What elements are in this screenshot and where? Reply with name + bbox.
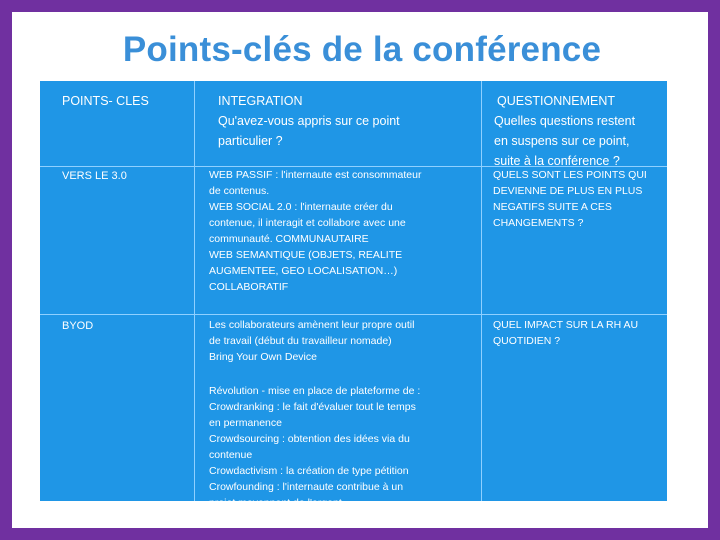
header-questionnement-line: en suspens sur ce point, — [494, 134, 630, 148]
integration-line: WEB PASSIF : l'internaute est consommateur — [209, 169, 422, 181]
integration-line: COLLABORATIF — [209, 281, 289, 293]
question-line: QUELS SONT LES POINTS QUI — [493, 169, 647, 181]
header-integration — [218, 91, 400, 151]
question-line: QUEL IMPACT SUR LA RH AU — [493, 319, 639, 331]
key-points-table — [40, 81, 667, 509]
row-label-vers-le-3-0: VERS LE 3.0 — [62, 170, 127, 182]
integration-line: Crowdsourcing : obtention des idées via du — [209, 433, 410, 445]
header-questionnement-line: Quelles questions restent — [494, 114, 636, 128]
row-1-integration — [209, 167, 421, 295]
integration-line: Crowdactivism : la création de type pétition — [209, 465, 409, 477]
question-line: DEVIENNE DE PLUS EN PLUS — [493, 185, 643, 197]
row-divider — [40, 314, 667, 315]
integration-line: WEB SOCIAL 2.0 : l'internaute créer du — [209, 201, 393, 213]
header-integration-line: particulier ? — [218, 134, 283, 148]
integration-line: WEB SEMANTIQUE (OBJETS, REALITE — [209, 249, 403, 261]
row-label-byod: BYOD — [62, 320, 94, 332]
integration-line: de contenus. — [209, 185, 270, 197]
integration-line: Crowdranking : le fait d'évaluer tout le temps — [209, 401, 416, 413]
question-line: NEGATIFS SUITE A CES — [493, 201, 612, 213]
integration-line: Crowfounding : l'internaute contribue à un — [209, 481, 404, 493]
row-2-integration-a — [209, 317, 414, 365]
row-1-question — [493, 167, 647, 231]
integration-line: Les collaborateurs amènent leur propre outil — [209, 319, 415, 331]
slide — [12, 12, 708, 528]
header-questionnement-line: QUESTIONNEMENT — [497, 94, 616, 108]
header-questionnement-line: suite à la conférence ? — [494, 154, 620, 168]
row-2-integration-b — [209, 383, 420, 511]
header-points-cles: POINTS- CLES — [62, 94, 149, 108]
header-integration-line: Qu'avez-vous appris sur ce point — [218, 114, 400, 128]
column-divider — [481, 81, 482, 501]
integration-line: projet moyennant de l'argent — [209, 497, 342, 509]
column-divider — [194, 81, 195, 501]
header-integration-line: INTEGRATION — [218, 94, 303, 108]
integration-line: contenue, il interagit et collabore avec une — [209, 217, 406, 229]
integration-line: Bring Your Own Device — [209, 351, 317, 363]
integration-line: de travail (début du travailleur nomade) — [209, 335, 392, 347]
integration-line: Révolution - mise en place de plateforme de : — [209, 385, 421, 397]
question-line: CHANGEMENTS ? — [493, 217, 584, 229]
question-line: QUOTIDIEN ? — [493, 335, 561, 347]
slide-title: Points-clés de la conférence — [122, 30, 602, 69]
integration-line: AUGMENTEE, GEO LOCALISATION…) — [209, 265, 398, 277]
row-2-question — [493, 317, 638, 349]
integration-line: communauté. COMMUNAUTAIRE — [209, 233, 369, 245]
integration-line: contenue — [209, 449, 253, 461]
header-questionnement — [494, 91, 635, 171]
integration-line: en permanence — [209, 417, 282, 429]
